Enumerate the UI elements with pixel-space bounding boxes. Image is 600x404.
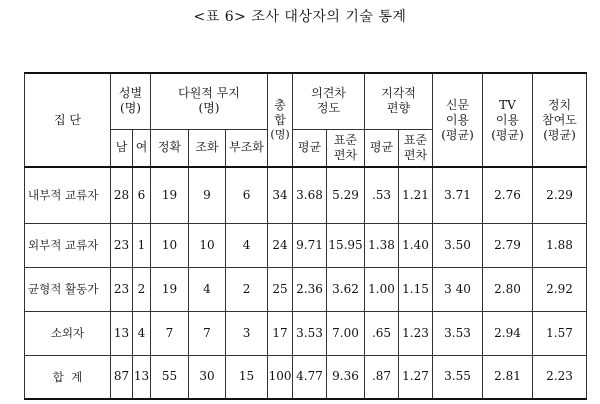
- header-newspaper-l3: (평균): [441, 127, 474, 142]
- cell-accurate: 10: [151, 223, 189, 267]
- cell-opinion-sd: 7.00: [327, 311, 365, 355]
- statistics-table: [24, 72, 587, 400]
- cell-tv: 2.80: [483, 267, 533, 311]
- cell-perception-sd: 1.15: [399, 267, 433, 311]
- cell-opinion-mean: 9.71: [293, 223, 327, 267]
- row-group: 균형적 활동가: [25, 267, 111, 311]
- header-gender-title: 성별: [118, 86, 143, 101]
- cell-politics: 2.92: [533, 267, 587, 311]
- cell-disharmony: 15: [226, 355, 268, 399]
- cell-accurate: 55: [151, 355, 189, 399]
- cell-total: 25: [268, 267, 293, 311]
- cell-male: 28: [111, 167, 133, 223]
- header-ignorance-title: 다원적 무지: [178, 86, 240, 101]
- header-opinion: [293, 73, 365, 129]
- cell-newspaper: 3.71: [433, 167, 483, 223]
- cell-politics: 2.29: [533, 167, 587, 223]
- cell-female: 1: [133, 223, 151, 267]
- cell-harmony: 4: [189, 267, 226, 311]
- header-newspaper: [433, 73, 483, 167]
- header-total: [268, 73, 293, 167]
- header-opinion-sd-l2: 편차: [333, 147, 358, 162]
- header-perception-sd: [399, 129, 433, 167]
- cell-opinion-sd: 15.95: [327, 223, 365, 267]
- cell-male: 13: [111, 311, 133, 355]
- cell-politics: 2.23: [533, 355, 587, 399]
- header-newspaper-l1: 신문: [445, 97, 470, 112]
- header-tv-l3: (평균): [491, 127, 524, 142]
- cell-perception-mean: 1.00: [365, 267, 399, 311]
- cell-opinion-mean: 3.53: [293, 311, 327, 355]
- cell-tv: 2.81: [483, 355, 533, 399]
- cell-male: 23: [111, 223, 133, 267]
- cell-opinion-sd: 5.29: [327, 167, 365, 223]
- header-gender: [111, 73, 151, 129]
- header-opinion-sd: [327, 129, 365, 167]
- cell-female: 4: [133, 311, 151, 355]
- header-perception-sd-l1: 표준: [403, 132, 428, 147]
- header-perception-l1: 지각적: [381, 86, 416, 101]
- header-perception-sd-l2: 편차: [403, 147, 428, 162]
- cell-perception-mean: .65: [365, 311, 399, 355]
- cell-perception-sd: 1.27: [399, 355, 433, 399]
- header-harmony: 조화: [189, 129, 226, 167]
- cell-male: 23: [111, 267, 133, 311]
- cell-opinion-mean: 4.77: [293, 355, 327, 399]
- table-row-total: [25, 355, 587, 399]
- header-tv: [483, 73, 533, 167]
- cell-tv: 2.76: [483, 167, 533, 223]
- header-perception: [365, 73, 433, 129]
- cell-perception-sd: 1.23: [399, 311, 433, 355]
- cell-newspaper: 3 40: [433, 267, 483, 311]
- table-row: [25, 267, 587, 311]
- header-opinion-l1: 의견차: [311, 86, 346, 101]
- header-gender-unit: (명): [120, 101, 141, 116]
- row-group: 외부적 교류자: [25, 223, 111, 267]
- cell-female: 13: [133, 355, 151, 399]
- cell-newspaper: 3.55: [433, 355, 483, 399]
- header-group: 집 단: [25, 73, 111, 167]
- header-politics-l2: 참여도: [542, 112, 577, 127]
- table-row: [25, 167, 587, 223]
- table-row: [25, 223, 587, 267]
- row-group: 내부적 교류자: [25, 167, 111, 223]
- header-total-l1: 총: [274, 98, 286, 113]
- header-ignorance-unit: (명): [198, 101, 220, 116]
- cell-harmony: 10: [189, 223, 226, 267]
- header-tv-l2: 이용: [495, 112, 520, 127]
- header-total-l3: (명): [270, 128, 290, 142]
- cell-opinion-sd: 9.36: [327, 355, 365, 399]
- cell-perception-sd: 1.21: [399, 167, 433, 223]
- row-group: 합 계: [25, 355, 111, 399]
- cell-opinion-mean: 2.36: [293, 267, 327, 311]
- header-perception-l2: 편향: [386, 101, 411, 116]
- cell-accurate: 19: [151, 167, 189, 223]
- table-row: [25, 311, 587, 355]
- cell-perception-sd: 1.40: [399, 223, 433, 267]
- row-group: 소외자: [25, 311, 111, 355]
- header-politics-l3: (평균): [543, 127, 576, 142]
- cell-total: 17: [268, 311, 293, 355]
- cell-tv: 2.94: [483, 311, 533, 355]
- cell-male: 87: [111, 355, 133, 399]
- header-newspaper-l2: 이용: [445, 112, 470, 127]
- header-accurate: 정확: [151, 129, 189, 167]
- cell-newspaper: 3.53: [433, 311, 483, 355]
- header-female: 여: [133, 129, 151, 167]
- cell-harmony: 7: [189, 311, 226, 355]
- header-ignorance: [151, 73, 268, 129]
- cell-opinion-mean: 3.68: [293, 167, 327, 223]
- cell-total: 34: [268, 167, 293, 223]
- cell-female: 6: [133, 167, 151, 223]
- cell-disharmony: 6: [226, 167, 268, 223]
- header-opinion-sd-l1: 표준: [333, 132, 358, 147]
- header-total-l2: 합: [274, 113, 286, 128]
- cell-politics: 1.88: [533, 223, 587, 267]
- header-male: 남: [111, 129, 133, 167]
- cell-accurate: 7: [151, 311, 189, 355]
- cell-disharmony: 4: [226, 223, 268, 267]
- header-opinion-mean: 평균: [293, 129, 327, 167]
- header-perception-mean: 평균: [365, 129, 399, 167]
- header-politics-l1: 정치: [547, 97, 572, 112]
- cell-disharmony: 2: [226, 267, 268, 311]
- cell-accurate: 19: [151, 267, 189, 311]
- cell-total: 100: [268, 355, 293, 399]
- header-opinion-l2: 정도: [316, 101, 341, 116]
- header-tv-l1: TV: [499, 97, 516, 112]
- header-disharmony: 부조화: [226, 129, 268, 167]
- cell-harmony: 30: [189, 355, 226, 399]
- cell-opinion-sd: 3.62: [327, 267, 365, 311]
- cell-perception-mean: .53: [365, 167, 399, 223]
- cell-disharmony: 3: [226, 311, 268, 355]
- header-politics: [533, 73, 587, 167]
- cell-newspaper: 3.50: [433, 223, 483, 267]
- cell-female: 2: [133, 267, 151, 311]
- cell-harmony: 9: [189, 167, 226, 223]
- cell-perception-mean: 1.38: [365, 223, 399, 267]
- table-title: <표 6> 조사 대상자의 기술 통계: [193, 9, 407, 25]
- cell-total: 24: [268, 223, 293, 267]
- cell-tv: 2.79: [483, 223, 533, 267]
- cell-perception-mean: .87: [365, 355, 399, 399]
- cell-politics: 1.57: [533, 311, 587, 355]
